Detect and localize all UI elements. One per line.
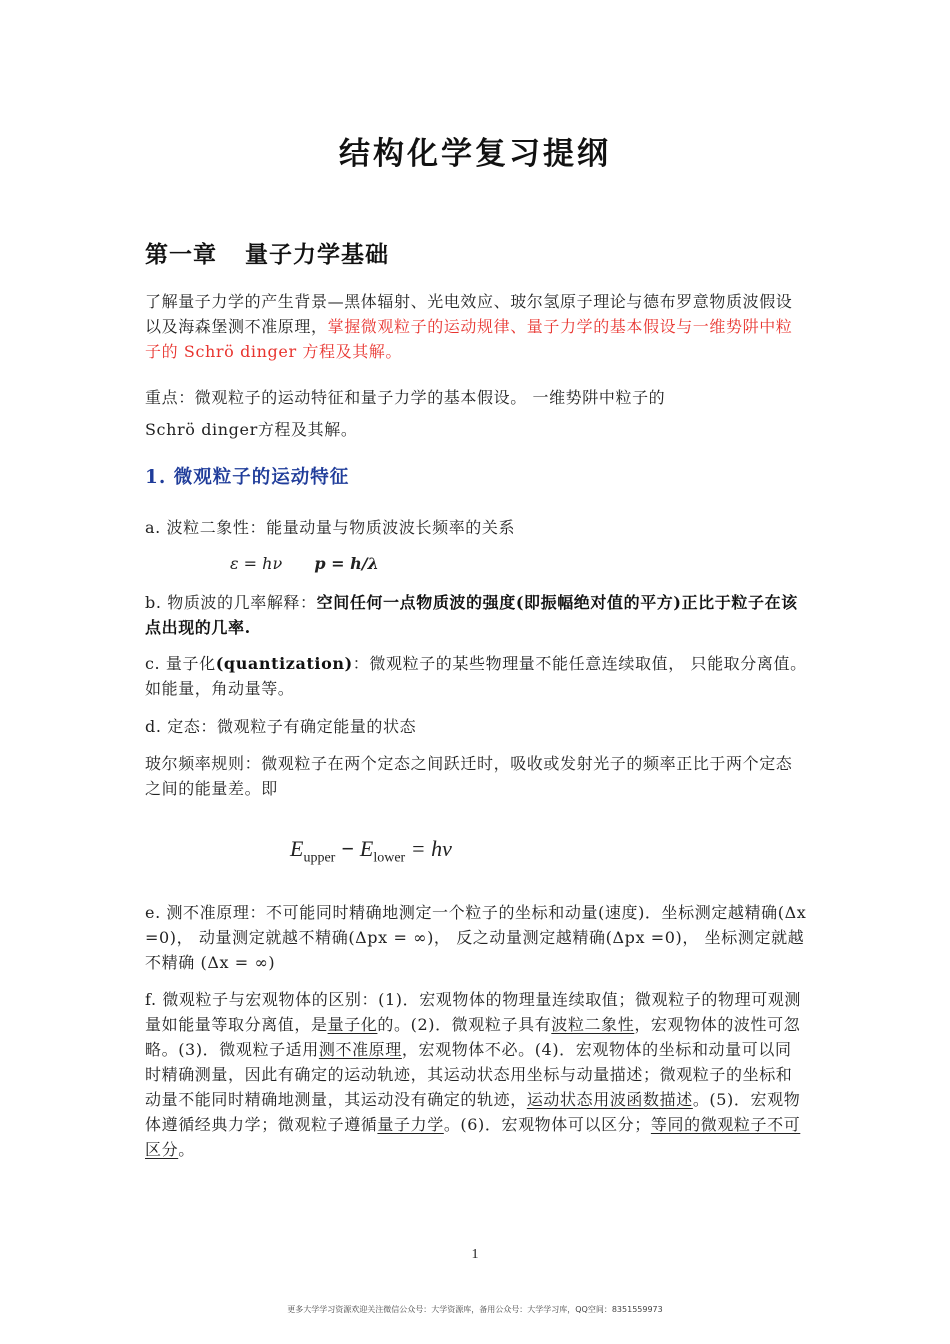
item-f-underline-6: 等同的微观粒子不可区分	[145, 1115, 801, 1159]
formula-bohr-e1: E	[290, 836, 304, 861]
chapter-name: 量子力学基础	[245, 241, 389, 268]
item-a: a. 波粒二象性：能量动量与物质波波长频率的关系	[145, 518, 516, 537]
formula-bohr-e2: E	[359, 836, 374, 861]
item-f-text-2: 的。(2)．微观粒子具有	[377, 1015, 552, 1034]
keypoints-line-1: 重点：微观粒子的运动特征和量子力学的基本假设。 一维势阱中粒子的	[145, 388, 666, 407]
item-b-bold: 空间任何一点物质波的强度(即振幅绝对值的平方)正比于粒子在该点出现的几率.	[145, 593, 798, 637]
item-f-text-4: ，宏观物体不必。(4)．宏观物体的坐标和动量可以同时精确测量，因此有确定的运动轨迹，其运动状态用坐标与动量描述；微观粒子的坐标和动量不能同时精确地测量，其运动没有确定的轨迹，	[145, 1040, 793, 1109]
item-f-underline-5: 量子力学	[377, 1115, 444, 1134]
item-f-underline-1: 量子化	[327, 1015, 378, 1034]
footer-note: 更多大学学习资源欢迎关注微信公众号：大学资源库，备用公众号：大学学习库，QQ空间：8351559973	[287, 1305, 663, 1314]
item-b	[145, 590, 807, 640]
intro-text: 了解量子力学的产生背景—黑体辐射、光电效应、玻尔氢原子理论与德布罗意物质波假设以及海森堡测不准原理，	[145, 292, 793, 336]
formula-momentum: p = h/λ	[314, 554, 379, 573]
keypoints-paragraph	[145, 382, 807, 446]
section-heading-1: 1. 微观粒子的运动特征	[145, 467, 350, 488]
keypoints-line-2: Schrö dinger方程及其解。	[145, 420, 358, 439]
item-f-text-3: ，宏观物体的波性可忽略。(3)．微观粒子适用	[145, 1015, 801, 1059]
formula-bohr-sub1: upper	[303, 850, 336, 866]
formula-bohr-rhs: = hν	[410, 836, 452, 861]
intro-paragraph	[145, 289, 807, 364]
item-f	[145, 987, 807, 1162]
item-f-text-5: 。(5)．宏观物体遵循经典力学；微观粒子遵循	[145, 1090, 801, 1134]
formula-bohr-sub2: lower	[373, 850, 406, 866]
item-e: e. 测不准原理：不可能同时精确地测定一个粒子的坐标和动量(速度)．坐标测定越精确(Δx =0)， 动量测定就越不精确(Δpx = ∞)， 反之动量测定越精确(Δpx =0)， 坐标测定就越不精确 (Δx = ∞)	[145, 903, 807, 972]
item-d: d. 定态：微观粒子有确定能量的状态	[145, 717, 417, 736]
item-c-lead: c. 量子化	[145, 654, 216, 673]
formula-bohr-op: −	[341, 836, 354, 861]
formula-bohr	[290, 836, 452, 866]
item-f-text-1: f. 微观粒子与宏观物体的区别：(1)．宏观物体的物理量连续取值；微观粒子的物理可观测量如能量等取分离值，是	[145, 990, 801, 1034]
bohr-rule: 玻尔频率规则：微观粒子在两个定态之间跃迁时，吸收或发射光子的频率正比于两个定态之间的能量差。即	[145, 754, 793, 798]
intro-highlight: 掌握微观粒子的运动规律、量子力学的基本假设与一维势阱中粒子的 Schrö dinger 方程及其解。	[145, 317, 793, 361]
chapter-number: 第一章	[145, 241, 217, 268]
item-f-underline-3: 测不准原理	[318, 1040, 402, 1059]
document-title: 结构化学复习提纲	[339, 136, 611, 172]
formula-wave-particle	[230, 554, 379, 573]
item-c-bold: (quantization)	[215, 654, 353, 673]
item-f-underline-4: 运动状态用波函数描述	[526, 1090, 693, 1109]
item-f-underline-2: 波粒二象性	[551, 1015, 635, 1034]
item-c-rest: ：微观粒子的某些物理量不能任意连续取值， 只能取分离值。如能量，角动量等。	[145, 654, 807, 698]
page-number: 1	[471, 1247, 479, 1262]
item-b-lead: b. 物质波的几率解释：	[145, 593, 317, 612]
item-c	[145, 651, 807, 701]
item-f-text-6: 。(6)．宏观物体可以区分；	[443, 1115, 651, 1134]
formula-energy: ε = hν	[230, 554, 283, 573]
item-f-text-7: 。	[178, 1140, 195, 1159]
chapter-heading	[145, 236, 389, 269]
